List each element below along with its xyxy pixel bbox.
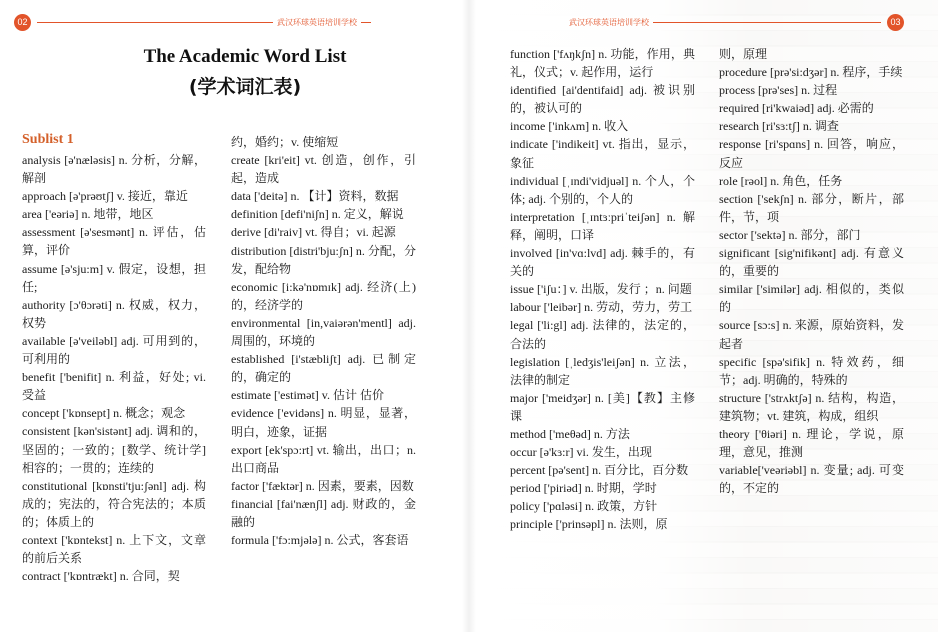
left-header [14, 12, 460, 32]
vocab-entry: period ['piriəd] n. 时期，学时 [510, 481, 657, 496]
vocab-entry: section ['sekʃn] n. 部分，断片，部件，节，项 [719, 191, 904, 224]
vocab-entry: evidence ['evidəns] n. 明显，显著，明白，迹象，证据 [231, 406, 416, 439]
vocab-entry: 约，婚约；v. 使缩短 [231, 135, 339, 149]
vocab-entry: process [prə'ses] n. 过程 [719, 83, 838, 98]
vocab-entry: analysis [ə'næləsis] n. 分析，分解，解剖 [22, 153, 206, 186]
vocab-entry: financial [fai'nænʃl] adj. 财政的，金融的 [231, 496, 416, 529]
vocab-entry: established [i'stæbliʃt] adj. 已制定的，确定的 [231, 352, 416, 385]
vocab-entry: role [rəol] n. 角色，任务 [719, 173, 843, 188]
vocab-entry: procedure [prə'si:dʒər] n. 程序，手续 [719, 65, 903, 80]
vocab-entry: context ['kɒntekst] n. 上下文，文章的前后关系 [22, 532, 206, 566]
header-school-name: 武汉环球英语培训学校 [569, 17, 649, 27]
vocab-entry: create [kri'eit] vt. 创造，创作，引起，造成 [231, 153, 416, 186]
vocab-entry: variable['veəriəbl] n. 变量; adj. 可变的，不定的 [719, 463, 904, 496]
vocab-entry: function ['fʌŋkʃn] n. 功能，作用，典礼，仪式；v. 起作用，运行 [510, 47, 695, 80]
vocab-entry: area ['eəriə] n. 地带，地区 [22, 207, 154, 222]
vocab-entry: distribution [distri'bju:ʃn] n. 分配，分发，配给物 [231, 243, 416, 276]
header-rule [653, 22, 881, 23]
vocab-entry: export [ek'spɔ:rt] vt. 输出，出口；n. 出口商品 [231, 442, 416, 475]
vocab-entry: consistent [kən'sistənt] adj. 调和的，坚固的；一致的；[数学、统计学]相容的；一贯的；连续的 [22, 424, 206, 475]
left-column-2 [231, 133, 416, 549]
header-school-name: 武汉环球英语培训学校 [277, 17, 357, 27]
right-header [469, 12, 927, 32]
vocab-entry: available [ə'veiləbl] adj. 可用到的，可利用的 [22, 333, 206, 367]
vocab-entry: benefit ['benifit] n. 利益，好处; vi. 受益 [22, 370, 206, 403]
vocab-entry: source [sɔ:s] n. 来源，原始资料，发起者 [719, 318, 904, 351]
vocab-entry: sector ['sektə] n. 部分，部门 [719, 227, 861, 242]
vocab-entry: method ['meθəd] n. 方法 [510, 426, 630, 441]
vocab-entry: issue ['iʃu：] v. 出版，发行 ；n. 问题 [510, 282, 692, 297]
vocab-entry: constitutional [kɒnsti'tju:ʃənl] adj. 构成的；宪法的，符合宪法的；本质的；体质上的 [22, 478, 206, 529]
vocab-entry: principle ['prinsəpl] n. 法则，原 [510, 517, 668, 532]
vocab-entry: indicate ['indikeit] vt. 指出，显示，象征 [510, 137, 695, 170]
book-spine-shadow [462, 0, 476, 632]
vocab-entry: response [ri'spɑns] n. 回答，响应，反应 [719, 137, 904, 170]
vocab-entry: legislation [ˌledʒis'leiʃən] n. 立法，法律的制定 [510, 354, 695, 387]
vocab-entry: definition [defi'niʃn] n. 定义，解说 [231, 207, 404, 222]
vocab-entry: data ['deitə] n. 【计】资料，数据 [231, 189, 399, 204]
vocab-entry: major ['meidʒər] n. [美]【教】主修课 [510, 390, 695, 423]
vocab-entry: individual [ˌɪndi'vidjuəl] n. 个人，个体; adj. 个别的，个人的 [510, 173, 695, 206]
right-column-1 [510, 45, 695, 534]
page-title: The Academic Word List [143, 46, 347, 67]
vocab-entry: assume [ə'sju:m] v. 假定，设想，担任; [22, 261, 206, 294]
header-rule-end [361, 22, 371, 23]
vocab-entry: legal ['li:gl] adj. 法律的，法定的，合法的 [510, 318, 695, 351]
vocab-entry: involved [in'vɑ:lvd] adj. 棘手的，有关的 [510, 246, 695, 279]
vocab-entry: formula ['fɔ:mjələ] n. 公式，客套语 [231, 533, 409, 548]
header-rule [37, 22, 273, 23]
vocab-entry: factor ['fæktər] n. 因素，要素，因数 [231, 478, 414, 493]
vocab-entry: identified [ai'dentifaid] adj. 被识别的，被认可的 [510, 83, 695, 116]
vocab-entry: approach [ə'prəʊtʃ] v. 接近，靠近 [22, 189, 188, 204]
vocab-entry: concept ['kɒnsept] n. 概念；观念 [22, 406, 186, 421]
page-subtitle: (学术词汇表) [188, 76, 302, 98]
vocab-entry: required [ri'kwaiəd] adj. 必需的 [719, 101, 874, 116]
vocab-entry: contract ['kɒntrækt] n. 合同，契 [22, 569, 180, 584]
vocab-entry: economic [i:kə'nɒmɪk] adj. 经济(上)的，经济学的 [231, 279, 416, 312]
vocab-entry: similar ['similər] adj. 相似的，类似的 [719, 282, 904, 315]
vocab-entry: 则，原理 [719, 47, 768, 61]
vocab-entry: specific [spə'sifik] n. 特效药，细节；adj. 明确的，特殊的 [719, 354, 904, 387]
vocab-entry: research [ri'sɜ:tʃ] n. 调查 [719, 119, 839, 134]
vocab-entry: estimate ['estimət] v. 估计 估价 [231, 388, 385, 403]
vocab-entry: significant [sig'nifikənt] adj. 有意义的，重要的 [719, 246, 904, 279]
vocab-entry: assessment [ə'sesmənt] n. 评估，估算，评价 [22, 225, 206, 258]
vocab-entry: theory ['θiəri] n. 理论，学说，原理，意见，推测 [719, 426, 904, 460]
vocab-entry: environmental [in,vaiərən'mentl] adj. 周围的，环境的 [231, 315, 416, 349]
vocab-entry: labour ['leibər] n. 劳动，劳力，劳工 [510, 300, 693, 315]
left-column-1 [22, 151, 206, 585]
right-column-2 [719, 45, 904, 497]
vocab-entry: occur [ə'kɜ:r] vi. 发生，出现 [510, 445, 652, 460]
vocab-entry: interpretation [ˌɪntɜːpriˈteiʃən] n. 解释，阐明，口译 [510, 209, 695, 242]
right-page [469, 0, 938, 632]
sublist-heading: Sublist 1 [22, 132, 74, 147]
vocab-entry: derive [di'raiv] vt. 得自；vi. 起源 [231, 225, 396, 240]
vocab-entry: percent [pə'sent] n. 百分比，百分数 [510, 463, 689, 478]
vocab-entry: income ['inkʌm] n. 收入 [510, 119, 629, 134]
page-number-badge: 02 [14, 14, 31, 31]
vocab-entry: structure ['strʌktʃə] n. 结构，构造，建筑物；vt. 建筑，构成，组织 [719, 390, 904, 423]
page-number-badge: 03 [887, 14, 904, 31]
vocab-entry: policy ['pɑləsi] n. 政策，方针 [510, 499, 658, 514]
vocab-entry: authority [ɔ'θɔrəti] n. 权威，权力，权势 [22, 297, 206, 330]
